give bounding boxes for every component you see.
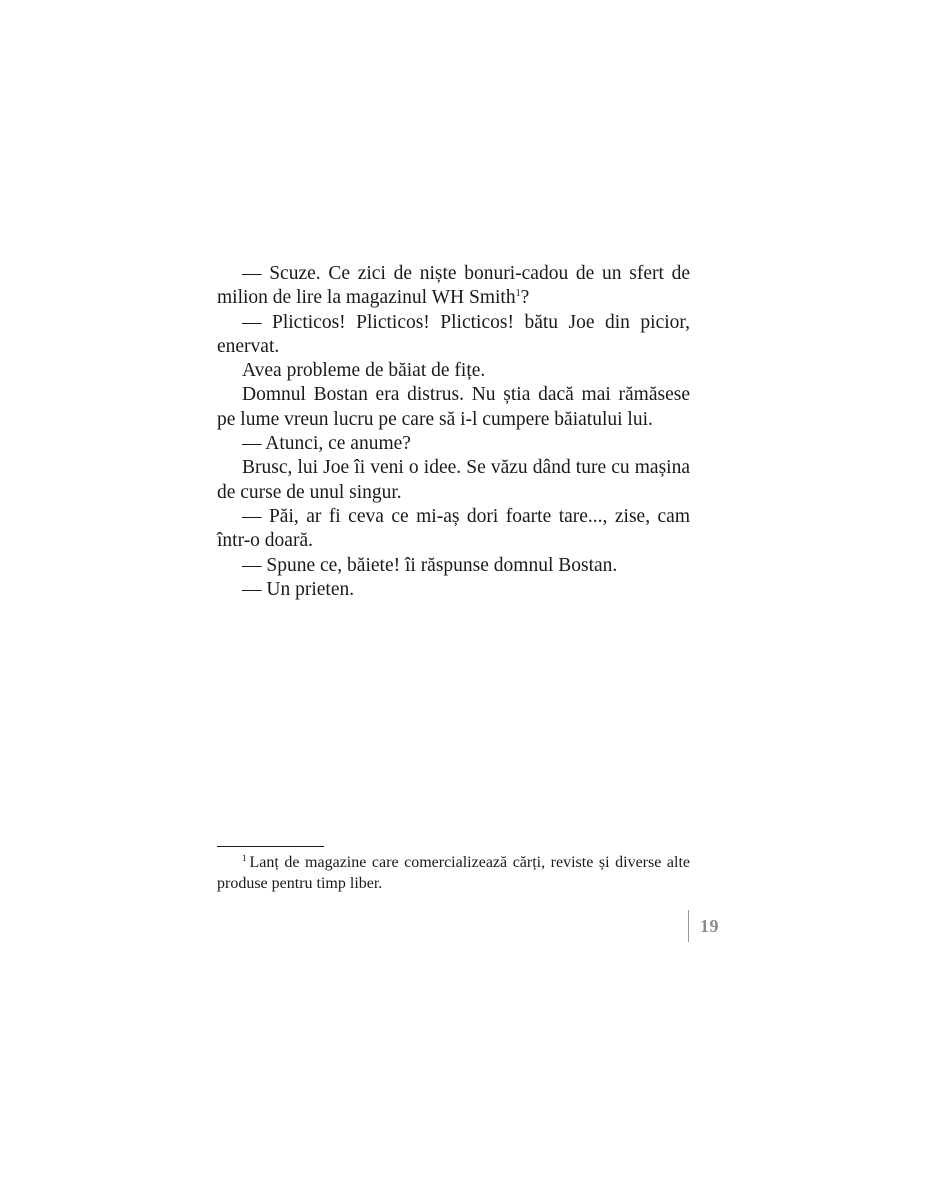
paragraph bbox=[217, 262, 690, 311]
paragraph: — Spune ce, băiete! îi răspunse domnul Bostan. bbox=[242, 554, 618, 576]
page-number: 19 bbox=[700, 916, 719, 936]
paragraph-text: — Scuze. Ce zici de niște bonuri-cadou de un sfert de milion de lire la magazinul WH Smith bbox=[217, 263, 690, 309]
folio-divider bbox=[688, 910, 689, 942]
paragraph: Avea probleme de băiat de fițe. bbox=[242, 360, 486, 382]
footnote-reference: 1 bbox=[515, 288, 521, 300]
paragraph: — Un prieten. bbox=[242, 578, 355, 600]
paragraph: — Plicticos! Plicticos! Plicticos! bătu Joe din picior, enervat. bbox=[217, 311, 690, 357]
footnote bbox=[217, 852, 690, 894]
footnote-paragraph bbox=[217, 852, 690, 894]
paragraph: Brusc, lui Joe îi veni o idee. Se văzu dând ture cu mașina de curse de unul singur. bbox=[217, 457, 690, 503]
paragraph: — Păi, ar fi ceva ce mi-aș dori foarte tare..., zise, cam într-o doară. bbox=[217, 505, 690, 552]
paragraph-text-end: ? bbox=[520, 287, 530, 309]
footnote-text: Lanț de magazine care comercializează cărți, reviste și diverse alte produse pentru timp liber. bbox=[217, 854, 690, 892]
footnote-marker: 1 bbox=[242, 853, 247, 863]
paragraph: Domnul Bostan era distrus. Nu știa dacă mai rămăsese pe lume vreun lucru pe care să i-l cumpere băiatului lui. bbox=[217, 384, 690, 430]
body-text bbox=[217, 262, 690, 602]
paragraph: — Atunci, ce anume? bbox=[242, 433, 411, 455]
footnote-separator bbox=[217, 846, 324, 847]
